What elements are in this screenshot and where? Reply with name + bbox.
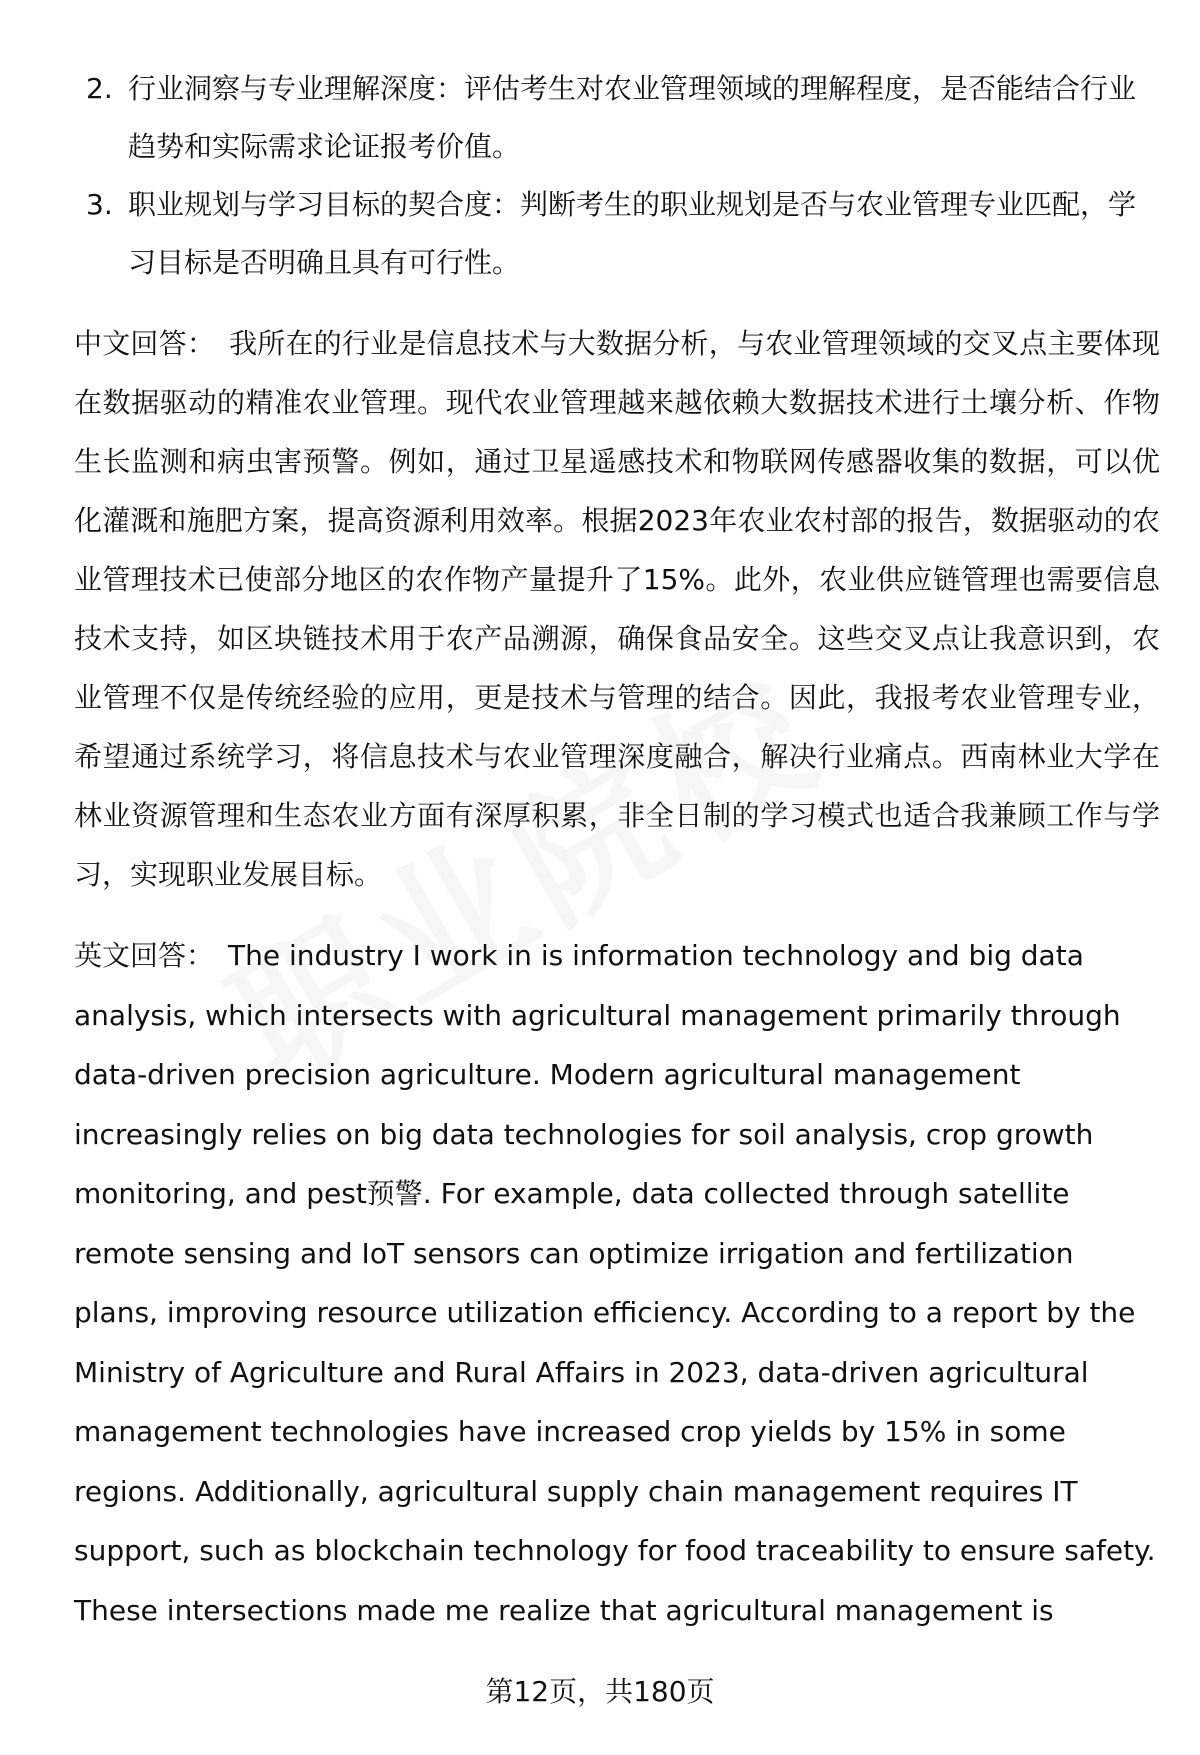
list-text: 行业洞察与专业理解深度：评估考生对农业管理领域的理解程度，是否能结合行业趋势和实际需求论证报考价值。 [128,72,1137,163]
english-answer-paragraph [74,926,1160,1640]
list-item [74,176,1160,292]
page-number-footer: 第12页，共180页 [485,1675,715,1708]
list-number: 3. [86,188,113,221]
english-answer-text: The industry I work in is information technology and big data analysis, which intersects with agricultural management primarily through data-driven precision agriculture. Modern agricultural management increasingly relies on big data technologies for soil analysis, crop growth monitoring, and pest预警. For example, data collected through satellite remote sensing and IoT sensors can optimize irrigation and fertilization plans, improving resource utilization efficiency. According to a report by the Ministry of Agriculture and Rural Affairs in 2023, data-driven agricultural management technologies have increased crop yields by 15% in some regions. Additionally, agricultural supply chain management requires IT support, such as blockchain technology for food traceability to ensure safety. These intersections made me realize that agricultural management is [74,939,1156,1627]
chinese-answer-label: 中文回答： [74,327,216,360]
list-item [74,60,1160,176]
criteria-list [74,60,1160,292]
english-answer-label: 英文回答： [74,939,215,972]
chinese-answer-paragraph [74,314,1160,904]
list-text: 职业规划与学习目标的契合度：判断考生的职业规划是否与农业管理专业匹配，学习目标是否明确且具有可行性。 [128,188,1137,279]
chinese-answer-text: 我所在的行业是信息技术与大数据分析，与农业管理领域的交叉点主要体现在数据驱动的精准农业管理。现代农业管理越来越依赖大数据技术进行土壤分析、作物生长监测和病虫害预警。例如，通过卫星遥感技术和物联网传感器收集的数据，可以优化灌溉和施肥方案，提高资源利用效率。根据2023年农业农村部的报告，数据驱动的农业管理技术已使部分地区的农作物产量提升了15%。此外，农业供应链管理也需要信息技术支持，如区块链技术用于农产品溯源，确保食品安全。这些交叉点让我意识到，农业管理不仅是传统经验的应用，更是技术与管理的结合。因此，我报考农业管理专业，希望通过系统学习，将信息技术与农业管理深度融合，解决行业痛点。西南林业大学在林业资源管理和生态农业方面有深厚积累，非全日制的学习模式也适合我兼顾工作与学习，实现职业发展目标。 [74,327,1160,891]
document-page [74,60,1160,1640]
list-number: 2. [86,72,113,105]
